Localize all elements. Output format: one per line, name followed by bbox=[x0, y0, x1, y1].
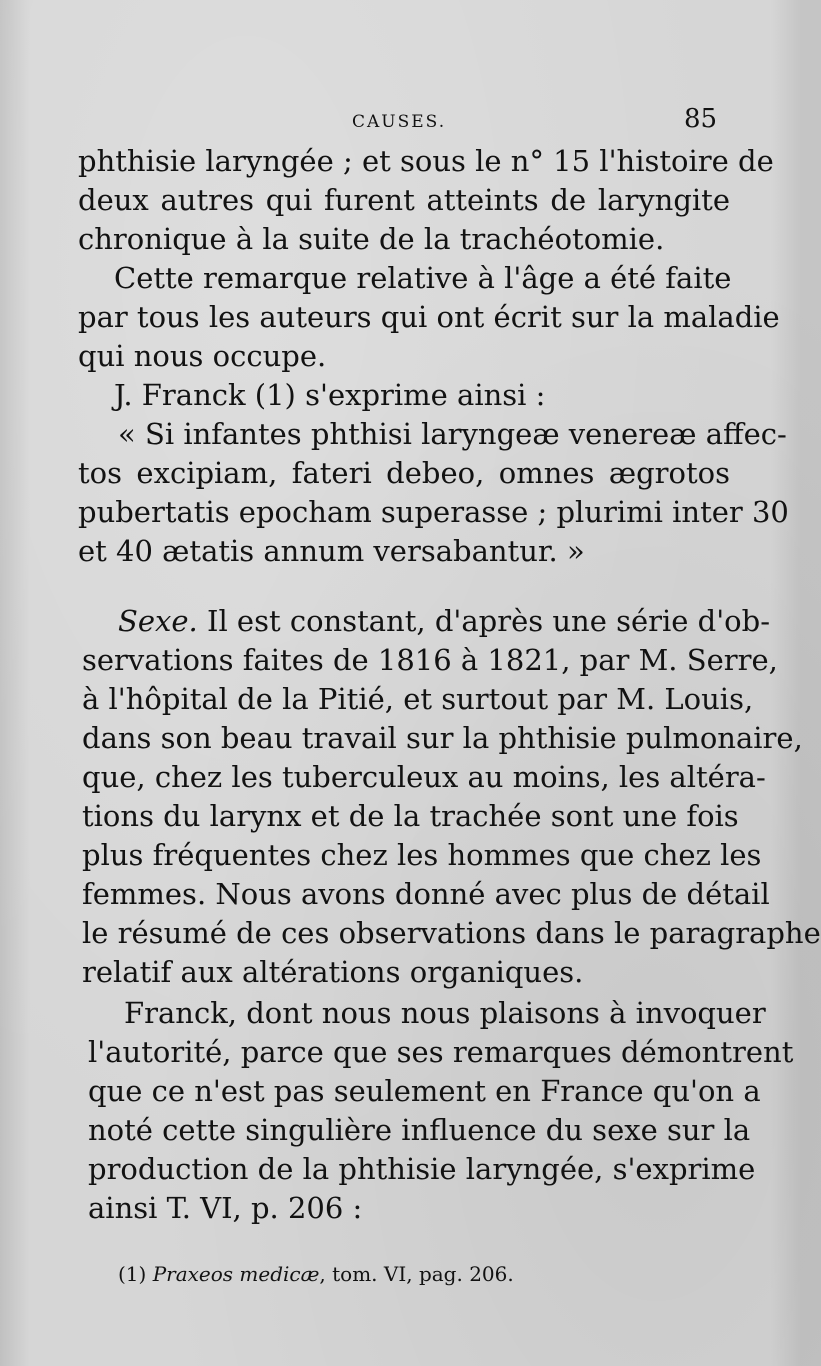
footnote bbox=[118, 1262, 514, 1286]
running-head bbox=[0, 104, 800, 136]
quote-line: et 40 ætatis annum versabantur. » bbox=[78, 534, 585, 568]
quote-line: « Si infantes phthisi laryngeæ venereæ affec- bbox=[118, 417, 787, 451]
paragraph-line: l'autorité, parce que ses remarques démontrent bbox=[88, 1035, 794, 1069]
paragraph-line: que ce n'est pas seulement en France qu'on a bbox=[88, 1074, 761, 1108]
paragraph-line: qui nous occupe. bbox=[78, 339, 327, 373]
section-heading-sexe: Sexe. bbox=[118, 604, 198, 638]
paragraph-line: tions du larynx et de la trachée sont une fois bbox=[82, 799, 739, 833]
paragraph-line: J. Franck (1) s'exprime ainsi : bbox=[114, 378, 546, 412]
sexe-first-line-text: Il est constant, d'après une série d'ob- bbox=[197, 604, 770, 638]
paragraph-line: à l'hôpital de la Pitié, et surtout par M. Louis, bbox=[82, 682, 754, 716]
quote-line: pubertatis epocham superasse ; plurimi inter 30 bbox=[78, 495, 789, 529]
paragraph-line: le résumé de ces observations dans le paragraphe bbox=[82, 916, 821, 950]
paragraph-line: phthisie laryngée ; et sous le n° 15 l'histoire de bbox=[78, 144, 774, 178]
footnote-marker: (1) bbox=[118, 1262, 147, 1286]
page-number: 85 bbox=[684, 104, 718, 134]
running-head-title: CAUSES. bbox=[352, 112, 447, 132]
paragraph-line: deux autres qui furent atteints de laryngite bbox=[78, 183, 730, 217]
paragraph-line: Franck, dont nous nous plaisons à invoquer bbox=[124, 996, 766, 1030]
paragraph-line: dans son beau travail sur la phthisie pulmonaire, bbox=[82, 721, 803, 755]
text-block-top bbox=[78, 142, 789, 571]
paragraph-line: production de la phthisie laryngée, s'exprime bbox=[88, 1152, 756, 1186]
paragraph-line: chronique à la suite de la trachéotomie. bbox=[78, 222, 665, 256]
footnote-text: , tom. VI, pag. 206. bbox=[319, 1262, 514, 1286]
sexe-first-line bbox=[82, 602, 770, 641]
paragraph-line: relatif aux altérations organiques. bbox=[82, 955, 584, 989]
paragraph-line: plus fréquentes chez les hommes que chez les bbox=[82, 838, 762, 872]
paragraph-line: ainsi T. VI, p. 206 : bbox=[88, 1191, 363, 1225]
paragraph-line: Cette remarque relative à l'âge a été faite bbox=[114, 261, 732, 295]
quote-line: tos excipiam, fateri debeo, omnes ægrotos bbox=[78, 456, 730, 490]
paragraph-line: noté cette singulière influence du sexe sur la bbox=[88, 1113, 751, 1147]
footnote-title: Praxeos medicæ bbox=[152, 1262, 320, 1286]
paragraph-line: servations faites de 1816 à 1821, par M. Serre, bbox=[82, 643, 778, 677]
text-block-sexe bbox=[82, 602, 821, 992]
text-block-franck bbox=[88, 994, 794, 1228]
paragraph-line: que, chez les tuberculeux au moins, les altéra- bbox=[82, 760, 766, 794]
paragraph-line: par tous les auteurs qui ont écrit sur la maladie bbox=[78, 300, 780, 334]
paragraph-line: femmes. Nous avons donné avec plus de détail bbox=[82, 877, 770, 911]
